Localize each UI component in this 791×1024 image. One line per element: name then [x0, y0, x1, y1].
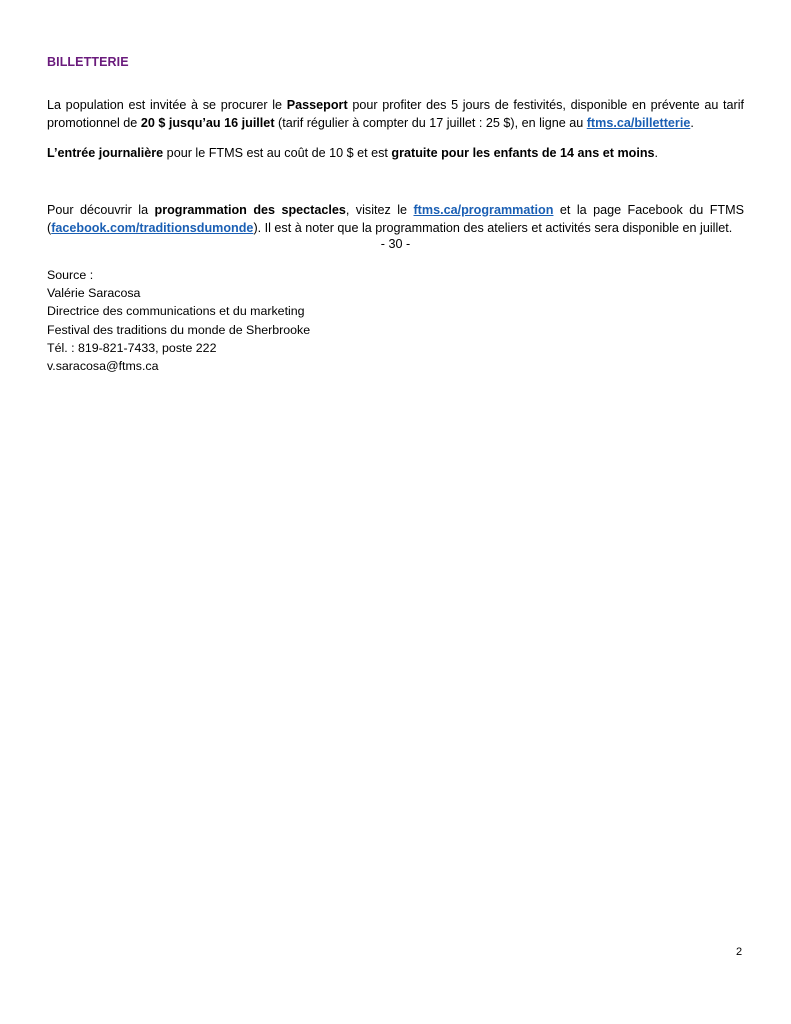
bold-entree: L’entrée journalière: [47, 145, 164, 160]
bold-gratuite: gratuite pour les enfants de 14 ans et moins: [391, 145, 655, 160]
link-billetterie[interactable]: ftms.ca/billetterie: [586, 116, 691, 131]
text: pour profiter des 5 jours de festivités, disponible en prévente au tarif promotionnel de: [47, 97, 745, 131]
text: et la page Facebook du FTMS (: [47, 202, 744, 236]
text: , visitez le: [345, 202, 414, 217]
section-heading-billetterie: BILLETTERIE: [47, 55, 129, 69]
link-programmation[interactable]: ftms.ca/programmation: [413, 202, 554, 217]
text: .: [654, 145, 659, 160]
paragraph-entree: [47, 144, 744, 163]
text: Pour découvrir la: [47, 202, 155, 217]
paragraph-programmation: [47, 201, 744, 238]
text: pour le FTMS est au coût de 10 $ et est: [163, 145, 392, 160]
bold-passeport: Passeport: [286, 97, 348, 112]
text: La population est invitée à se procurer le: [47, 97, 287, 112]
text: ). Il est à noter que la programmation des ateliers et activités sera disponible en juillet.: [253, 221, 733, 236]
source-phone: Tél. : 819-821-7433, poste 222: [47, 340, 217, 355]
paragraph-passeport: [47, 96, 744, 133]
source-email: v.saracosa@ftms.ca: [47, 359, 159, 374]
link-facebook[interactable]: facebook.com/traditionsdumonde: [51, 221, 254, 236]
source-organization: Festival des traditions du monde de Sherbrooke: [47, 322, 311, 337]
source-label: Source :: [47, 268, 94, 282]
source-title: Directrice des communications et du marketing: [47, 304, 305, 319]
text: (tarif régulier à compter du 17 juillet : 25 $), en ligne au: [274, 116, 587, 131]
source-name: Valérie Saracosa: [47, 286, 141, 301]
bold-programmation: programmation des spectacles: [154, 202, 346, 217]
text: .: [690, 116, 694, 131]
page-number: 2: [736, 946, 743, 958]
bold-price: 20 $ jusqu’au 16 juillet: [140, 116, 275, 131]
end-marker: - 30 -: [380, 237, 411, 251]
source-block: [47, 266, 310, 375]
